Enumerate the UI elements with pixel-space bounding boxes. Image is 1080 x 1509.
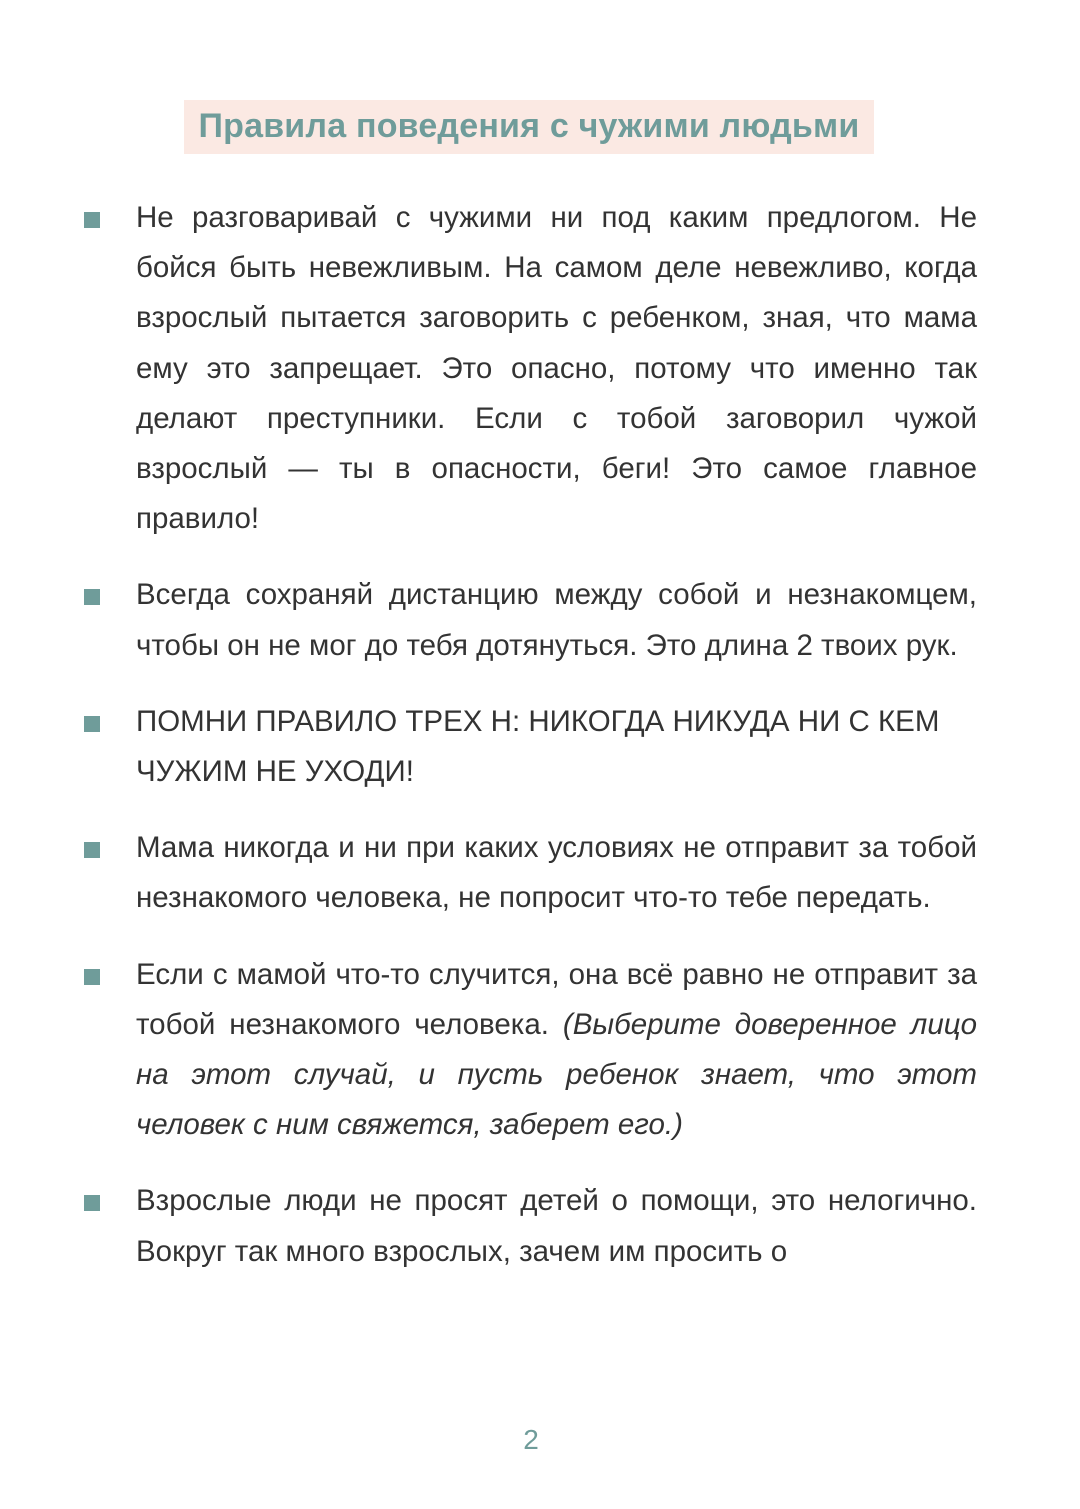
rule-parent-note: (Выберите доверенное лицо на этот случай, и пусть ребенок знает, что этот человек с ним свяжется, заберет его.)	[136, 1007, 977, 1142]
title-container	[0, 100, 1058, 154]
rule-text	[136, 1176, 977, 1276]
rule-text-main: Всегда сохраняй дистанцию между собой и незнакомцем, чтобы он не мог до тебя дотянуться. Это длина 2 твоих рук.	[136, 578, 977, 662]
rule-item	[80, 697, 977, 797]
square-bullet-icon	[84, 842, 100, 858]
rule-item	[80, 823, 977, 923]
square-bullet-icon	[84, 1195, 100, 1211]
rule-text	[136, 697, 977, 797]
rule-item	[80, 950, 977, 1151]
rule-text	[136, 193, 977, 544]
rule-text-main: Если с мамой что-то случится, она всё равно не отправит за тобой незнакомого человека.	[136, 957, 977, 1041]
rule-text-main: Мама никогда и ни при каких условиях не отправит за тобой незнакомого человека, не попросит что-то тебе передать.	[136, 831, 977, 915]
rule-text	[136, 950, 977, 1151]
page-number: 2	[523, 1424, 539, 1455]
rule-item	[80, 193, 977, 544]
rule-item	[80, 1176, 977, 1276]
page-title: Правила поведения с чужими людьми	[184, 100, 873, 154]
rule-text	[136, 823, 977, 923]
rule-item	[80, 570, 977, 670]
square-bullet-icon	[84, 969, 100, 985]
square-bullet-icon	[84, 716, 100, 732]
rule-text	[136, 570, 977, 670]
rule-text-main: Взрослые люди не просят детей о помощи, это нелогично. Вокруг так много взрослых, зачем им просить о	[136, 1184, 977, 1268]
rules-list	[80, 193, 977, 1303]
rule-text-main: Не разговаривай с чужими ни под каким предлогом. Не бойся быть невежливым. На самом деле невежливо, когда взрослый пытается заговорить с ребенком, зная, что мама ему это запрещает. Это опасно, потому что именно так делают преступники. Если с тобой заговорил чужой взрослый — ты в опасности, беги! Это самое главное правило!	[136, 201, 977, 536]
square-bullet-icon	[84, 589, 100, 605]
square-bullet-icon	[84, 212, 100, 228]
rule-text-main: ПОМНИ ПРАВИЛО ТРЕХ Н: НИКОГДА НИКУДА НИ С КЕМ ЧУЖИМ НЕ УХОДИ!	[136, 704, 940, 789]
